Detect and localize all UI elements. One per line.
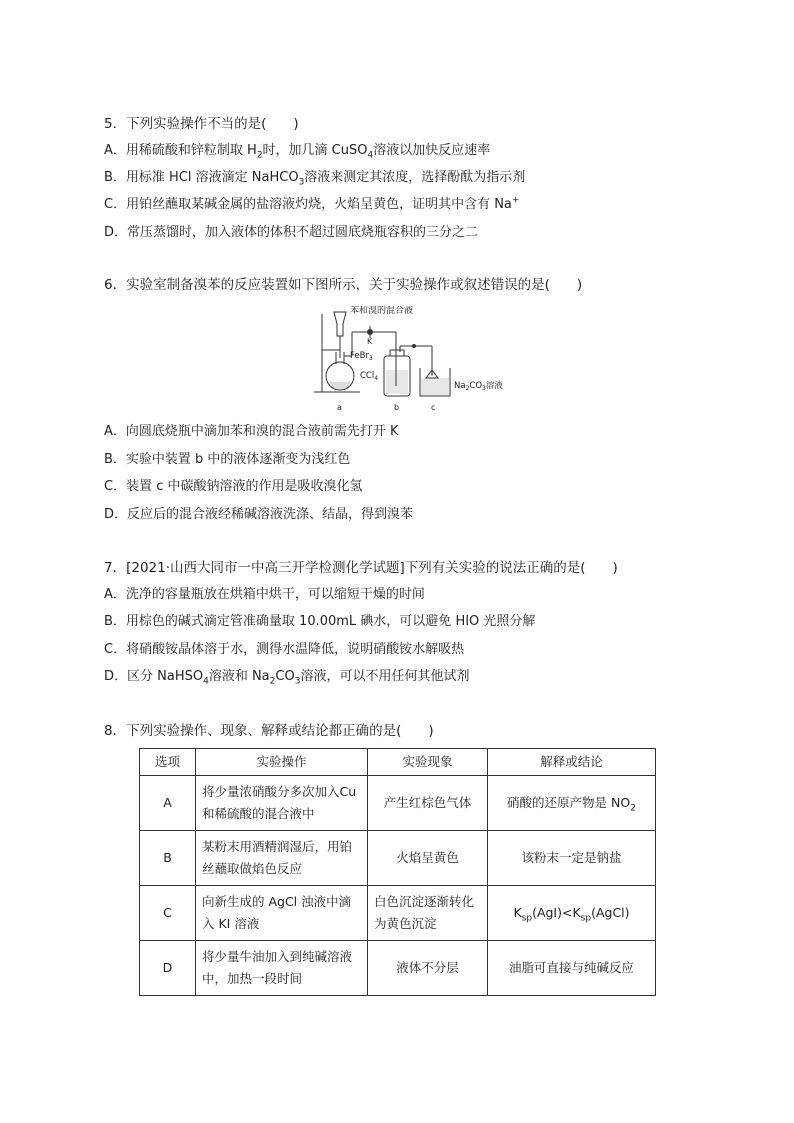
table-header-row bbox=[140, 749, 656, 776]
figure-na2co3-label: $Na_2CO_3$溶液 bbox=[454, 381, 503, 392]
figure-label-a: a bbox=[337, 403, 342, 412]
figure-ccl4-label: CCl$_4$ bbox=[360, 371, 379, 382]
question-7-stem: 7．[2021·山西大同市一中高三开学检测化学试题]下列有关实验的说法正确的是( ) bbox=[104, 560, 618, 576]
figure-k-label: K bbox=[367, 337, 373, 346]
table-row bbox=[140, 886, 656, 941]
row-option: C bbox=[140, 886, 196, 941]
row-conclusion: 硝酸的还原产物是 $NO_2$ bbox=[488, 776, 656, 831]
question-6-option-a: A．向圆底烧瓶中滴加苯和溴的混合液前需先打开 K bbox=[104, 424, 399, 439]
header-conclusion: 解释或结论 bbox=[488, 749, 656, 776]
question-7-option-d: D．区分 NaHSO$_4$溶液和 $Na_2CO_3$溶液，可以不用任何其他试剂 bbox=[104, 669, 470, 687]
row-option: B bbox=[140, 831, 196, 886]
question-5-stem: 5．下列实验操作不当的是( ) bbox=[104, 116, 299, 132]
row-phenomenon: 白色沉淀逐渐转化为黄色沉淀 bbox=[368, 886, 488, 941]
header-phenomenon: 实验现象 bbox=[368, 749, 488, 776]
question-6-option-c: C．装置 c 中碳酸钠溶液的作用是吸收溴化氢 bbox=[104, 479, 363, 494]
row-phenomenon: 液体不分层 bbox=[368, 941, 488, 996]
row-operation: 将少量浓硝酸分多次加入Cu和稀硫酸的混合液中 bbox=[196, 776, 368, 831]
question-5-option-b: B．用标准 HCl 溶液滴定 NaHCO$_3$溶液来测定其浓度，选择酚酞为指示剂 bbox=[104, 170, 526, 188]
question-7-option-b: B．用棕色的碱式滴定管准确量取 10.00mL 碘水，可以避免 HIO 光照分解 bbox=[104, 614, 536, 629]
row-option: A bbox=[140, 776, 196, 831]
table-row bbox=[140, 831, 656, 886]
figure-label-c: c bbox=[431, 403, 436, 412]
question-5-option-a: A．用稀硫酸和锌粒制取 $H_2$时，加几滴 CuSO$_4$溶液以加快反应速率 bbox=[104, 143, 491, 161]
dropping-funnel bbox=[334, 312, 346, 336]
row-conclusion: 该粉末一定是钠盐 bbox=[488, 831, 656, 886]
question-5-option-d: D．常压蒸馏时，加入液体的体积不超过圆底烧瓶容积的三分之二 bbox=[104, 225, 479, 240]
apparatus-figure bbox=[300, 306, 530, 414]
row-operation: 将少量牛油加入到纯碱溶液中，加热一段时间 bbox=[196, 941, 368, 996]
header-option: 选项 bbox=[140, 749, 196, 776]
row-option: D bbox=[140, 941, 196, 996]
question-7-option-c: C．将硝酸铵晶体溶于水，测得水温降低，说明硝酸铵水解吸热 bbox=[104, 642, 465, 657]
question-8-stem: 8．下列实验操作、现象、解释或结论都正确的是( ) bbox=[104, 723, 434, 739]
row-conclusion: 油脂可直接与纯碱反应 bbox=[488, 941, 656, 996]
figure-top-label: 苯和溴的混合液 bbox=[350, 306, 414, 316]
question-5-option-c: C．用铂丝蘸取某碱金属的盐溶液灼烧，火焰呈黄色，证明其中含有 Na+ bbox=[104, 195, 520, 212]
row-conclusion: $K_{sp}(AgI)<K_{sp}(AgCl)$ bbox=[488, 886, 656, 941]
question-6-option-d: D．反应后的混合液经稀碱溶液洗涤、结晶，得到溴苯 bbox=[104, 507, 414, 522]
table-row bbox=[140, 941, 656, 996]
figure-febr3-label: FeBr$_3$ bbox=[350, 351, 373, 362]
row-operation: 向新生成的 AgCl 浊液中滴入 KI 溶液 bbox=[196, 886, 368, 941]
question-6-stem: 6．实验室制备溴苯的反应装置如下图所示，关于实验操作或叙述错误的是( ) bbox=[104, 277, 583, 293]
experiment-table bbox=[139, 748, 656, 996]
question-6-option-b: B．实验中装置 b 中的液体逐渐变为浅红色 bbox=[104, 452, 351, 467]
row-phenomenon: 产生红棕色气体 bbox=[368, 776, 488, 831]
table-row bbox=[140, 776, 656, 831]
figure-label-b: b bbox=[394, 403, 400, 412]
header-operation: 实验操作 bbox=[196, 749, 368, 776]
row-phenomenon: 火焰呈黄色 bbox=[368, 831, 488, 886]
question-7-option-a: A．洗净的容量瓶放在烘箱中烘干，可以缩短干燥的时间 bbox=[104, 587, 425, 602]
row-operation: 某粉末用酒精润湿后，用铂丝蘸取做焰色反应 bbox=[196, 831, 368, 886]
